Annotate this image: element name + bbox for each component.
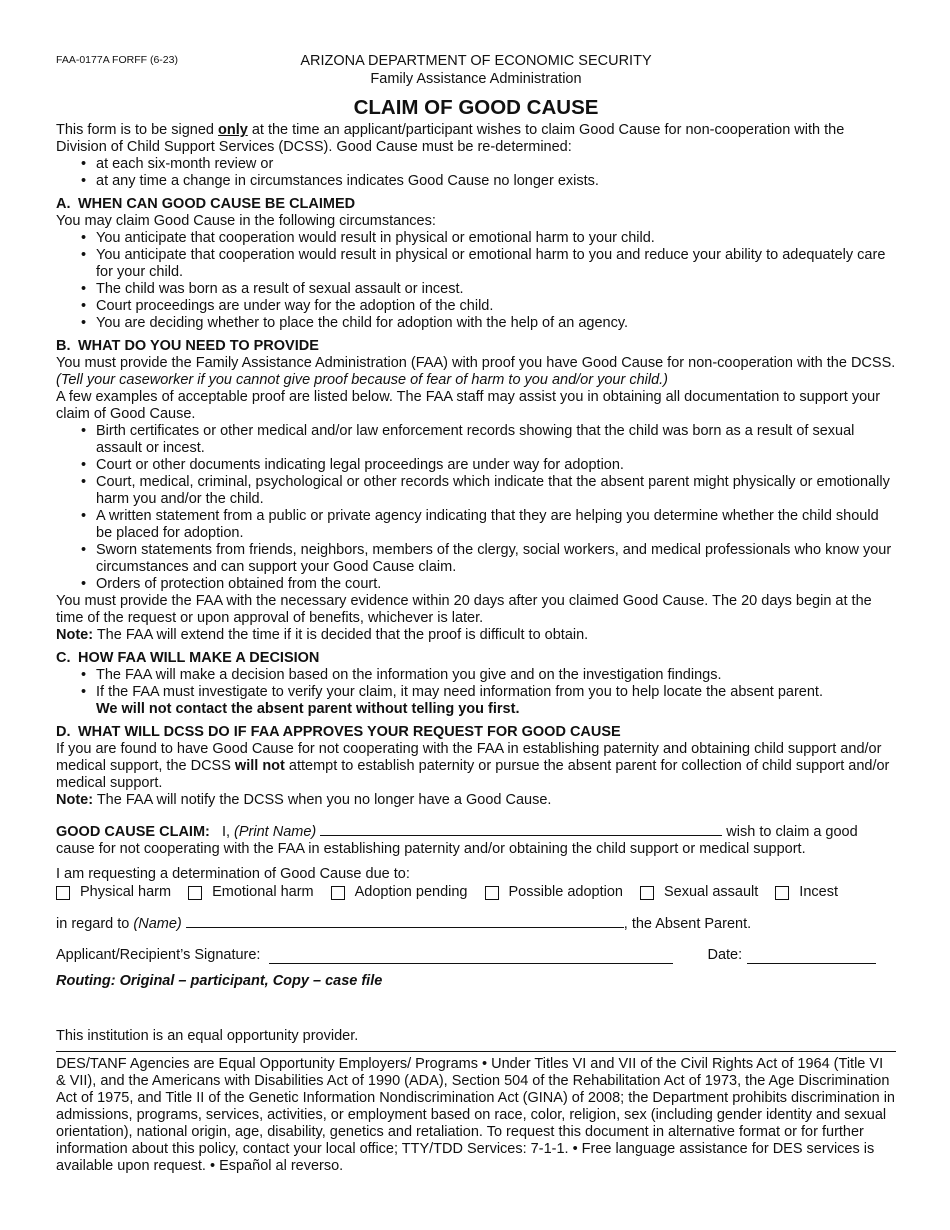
- section-d-note: Note: The FAA will notify the DCSS when you no longer have a Good Cause.: [56, 792, 552, 808]
- checkbox-incest[interactable]: Incest: [775, 884, 838, 901]
- print-name-field[interactable]: [320, 821, 722, 836]
- section-b-paragraph: A few examples of acceptable proof are listed below. The FAA staff may assist you in obtaining all documentation to support your claim of Good Cause.: [56, 389, 881, 422]
- section-a-heading: A. WHEN CAN GOOD CAUSE BE CLAIMED: [56, 196, 356, 212]
- section-c-heading: C. HOW FAA WILL MAKE A DECISION: [56, 650, 320, 666]
- section-a-lead: You may claim Good Cause in the following circumstances:: [56, 213, 436, 229]
- checkbox-box[interactable]: [56, 886, 70, 900]
- checkbox-adoption-pending[interactable]: Adoption pending: [331, 884, 468, 901]
- list-item: • at any time a change in circumstances indicates Good Cause no longer exists.: [96, 173, 896, 190]
- page-title: CLAIM OF GOOD CAUSE: [353, 96, 599, 119]
- section-c-list: [56, 667, 896, 718]
- divider: [56, 1051, 896, 1052]
- section-b-note: Note: The FAA will extend the time if it is decided that the proof is difficult to obtain.: [56, 627, 589, 643]
- list-item: • Orders of protection obtained from the court.: [96, 576, 896, 593]
- form-number: FAA-0177A FORFF (6-23): [56, 54, 178, 66]
- absent-parent-name-label: (Name): [133, 916, 182, 932]
- form-page: [56, 52, 896, 1175]
- absent-parent-name-field[interactable]: [186, 913, 624, 928]
- checkbox-box[interactable]: [485, 886, 499, 900]
- checkbox-box[interactable]: [331, 886, 345, 900]
- agency-name: ARIZONA DEPARTMENT OF ECONOMIC SECURITY: [300, 53, 652, 69]
- checkbox-sexual-assault[interactable]: Sexual assault: [640, 884, 758, 901]
- checkbox-box[interactable]: [188, 886, 202, 900]
- list-item: • Court or other documents indicating legal proceedings are under way for adoption.: [96, 457, 896, 474]
- claim-label: GOOD CAUSE CLAIM:: [56, 824, 210, 840]
- claim-continuation: cause for not cooperating with the FAA in establishing paternity and/or obtaining the child support or medical support.: [56, 841, 806, 857]
- list-item: • Sworn statements from friends, neighbors, members of the clergy, social workers, and medical professionals who know your circumstances and can support your Good Cause claim.: [96, 542, 896, 576]
- list-item: • Birth certificates or other medical and/or law enforcement records showing that the child was born as a result of sexual assault or incest.: [96, 423, 896, 457]
- list-item: • Court proceedings are under way for the adoption of the child.: [96, 298, 896, 315]
- date-field[interactable]: [747, 949, 876, 964]
- date-label: Date:: [707, 947, 743, 963]
- division-name: Family Assistance Administration: [370, 71, 582, 87]
- checkbox-box[interactable]: [775, 886, 789, 900]
- signature-row: [56, 947, 896, 964]
- nondiscrimination-footer: DES/TANF Agencies are Equal Opportunity Employers/ Programs • Under Titles VI and VII of the Civil Rights Act of 1964 (Title VI & VII), and the Americans with Disabilities Act of 1990 (ADA), Section 504 of the Rehabilitation Act of 1973, the Age Discrimination Act of 1975, and Title II of the Genetic Information Nondiscrimination Act (GINA) of 2008; the Department prohibits discrimination in admissions, programs, services, activities, or employment based on race, color, religion, sex (including gender identity and sexual orientation), national origin, age, disability, genetics and retaliation. To request this document in alternative format or for further information about this policy, contact your local office; TTY/TDD Services: 7-1-1. • Free language assistance for DES services is available upon request. • Español al reverso.: [56, 1056, 895, 1174]
- checkbox-box[interactable]: [640, 886, 654, 900]
- intro-list: [56, 156, 896, 190]
- print-name-label: (Print Name): [234, 824, 317, 840]
- list-item: • You anticipate that cooperation would result in physical or emotional harm to you and reduce your ability to adequately care for your child.: [96, 247, 896, 281]
- section-b-paragraph: You must provide the Family Assistance Administration (FAA) with proof you have Good Cause for non-cooperation with the DCSS. (Tell your caseworker if you cannot give proof because of fear of harm to you and/or your child.): [56, 355, 896, 388]
- checkbox-possible-adoption[interactable]: Possible adoption: [485, 884, 623, 901]
- determination-options: [56, 884, 896, 901]
- equal-opportunity-statement: This institution is an equal opportunity provider.: [56, 1028, 359, 1044]
- determination-lead: I am requesting a determination of Good Cause due to:: [56, 866, 410, 882]
- section-d-heading: D. WHAT WILL DCSS DO IF FAA APPROVES YOUR REQUEST FOR GOOD CAUSE: [56, 724, 621, 740]
- list-item: • at each six-month review or: [96, 156, 896, 173]
- checkbox-emotional-harm[interactable]: Emotional harm: [188, 884, 314, 901]
- signature-field[interactable]: [269, 949, 673, 964]
- list-item: • You are deciding whether to place the child for adoption with the help of an agency.: [96, 315, 896, 332]
- absent-parent-row: in regard to (Name) , the Absent Parent.: [56, 913, 896, 933]
- section-d-paragraph: If you are found to have Good Cause for not cooperating with the FAA in establishing paternity and obtaining child support and/or medical support, the DCSS will not attempt to establish paternity or pursue the absent parent for collection of child support and/or medical support.: [56, 741, 890, 791]
- list-item: • If the FAA must investigate to verify your claim, it may need information from you to help locate the absent parent. We will not contact the absent parent without telling you first.: [96, 684, 896, 718]
- checkbox-physical-harm[interactable]: Physical harm: [56, 884, 171, 901]
- list-item: • You anticipate that cooperation would result in physical or emotional harm to your child.: [96, 230, 896, 247]
- routing-note: Routing: Original – participant, Copy – case file: [56, 973, 383, 989]
- section-b-paragraph: You must provide the FAA with the necessary evidence within 20 days after you claimed Good Cause. The 20 days begin at the time of the request or upon approval of benefits, whichever is later.: [56, 593, 872, 626]
- list-item: • The child was born as a result of sexual assault or incest.: [96, 281, 896, 298]
- section-a-list: [56, 230, 896, 332]
- intro-paragraph: This form is to be signed only at the time an applicant/participant wishes to claim Good Cause for non-cooperation with the Division of Child Support Services (DCSS). Good Cause must be re-determined:: [56, 122, 845, 155]
- list-item: • Court, medical, criminal, psychological or other records which indicate that the absent parent might physically or emotionally harm you and/or the child.: [96, 474, 896, 508]
- section-b-heading: B. WHAT DO YOU NEED TO PROVIDE: [56, 338, 319, 354]
- section-b-list: [56, 423, 896, 593]
- signature-label: Applicant/Recipient’s Signature:: [56, 947, 261, 963]
- good-cause-claim: GOOD CAUSE CLAIM: I, (Print Name) wish to claim a good: [56, 821, 896, 841]
- list-item: • A written statement from a public or private agency indicating that they are helping you determine whether the child should be placed for adoption.: [96, 508, 896, 542]
- list-item: • The FAA will make a decision based on the information you give and on the investigation findings.: [96, 667, 896, 684]
